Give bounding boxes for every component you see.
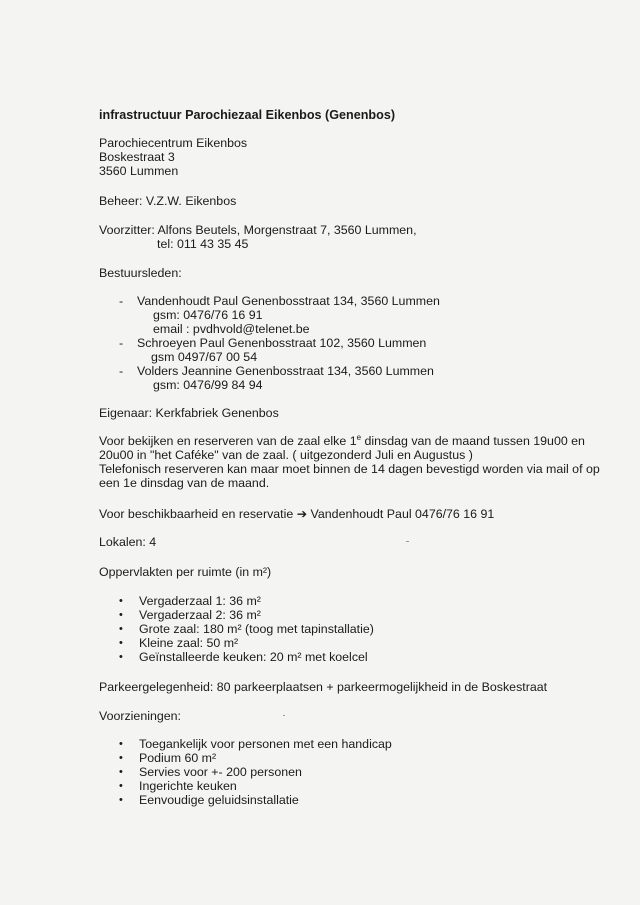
oppervlakte-item: Grote zaal: 180 m² (toog met tapinstallatie) (139, 622, 374, 636)
parkeer-line: Parkeergelegenheid: 80 parkeerplaatsen + parkeermogelijkheid in de Boskestraat (99, 680, 548, 694)
voorziening-item: Toegankelijk voor personen met een handicap (139, 737, 392, 751)
member-1-email: email : pvdhvold@telenet.be (153, 322, 310, 336)
bullet-icon: • (119, 752, 123, 764)
bullet-icon: • (119, 780, 123, 792)
scan-speck (406, 541, 409, 542)
list-dash: - (119, 336, 124, 350)
bekijken-line-3: Telefonisch reserveren kan maar moet binnen de 14 dagen bevestigd worden via mail of op (99, 462, 600, 476)
bullet-icon: • (119, 637, 123, 649)
bullet-icon: • (119, 623, 123, 635)
scan-speck (283, 715, 285, 716)
bullet-icon: • (119, 609, 123, 621)
voorziening-item: Ingerichte keuken (139, 779, 237, 793)
eigenaar-line: Eigenaar: Kerkfabriek Genenbos (99, 406, 279, 420)
bestuursleden-heading: Bestuursleden: (99, 266, 182, 280)
oppervlakten-heading: Oppervlakten per ruimte (in m²) (99, 565, 272, 579)
bullet-icon: • (119, 738, 123, 750)
oppervlakte-item: Vergaderzaal 2: 36 m² (139, 608, 261, 622)
oppervlakte-item: Geïnstalleerde keuken: 20 m² met koelcel (139, 650, 368, 664)
bekijken-line-1: Voor bekijken en reserveren van de zaal elke 1e dinsdag van de maand tussen 19u00 en (99, 432, 585, 448)
beschikbaarheid-line: Voor beschikbaarheid en reservatie ➔ Vandenhoudt Paul 0476/76 16 91 (99, 507, 495, 521)
member-1-line: Vandenhoudt Paul Genenbosstraat 134, 3560 Lummen (137, 294, 440, 308)
member-3-line: Volders Jeannine Genenbosstraat 134, 3560 Lummen (137, 364, 434, 378)
bekijken-line-2: 20u00 in "het Caféke" van de zaal. ( uitgezonderd Juli en Augustus ) (99, 448, 473, 462)
voorzitter-tel: tel: 011 43 35 45 (157, 237, 249, 251)
address-street: Boskestraat 3 (99, 150, 175, 164)
bullet-icon: • (119, 595, 123, 607)
bullet-icon: • (119, 766, 123, 778)
voorzieningen-heading: Voorzieningen: (99, 709, 181, 723)
address-city: 3560 Lummen (99, 164, 179, 178)
voorziening-item: Eenvoudige geluidsinstallatie (139, 793, 299, 807)
oppervlakte-item: Vergaderzaal 1: 36 m² (139, 594, 261, 608)
bullet-icon: • (119, 651, 123, 663)
arrow-icon: ➔ (296, 507, 308, 521)
beheer-line: Beheer: V.Z.W. Eikenbos (99, 194, 237, 208)
oppervlakte-item: Kleine zaal: 50 m² (139, 636, 239, 650)
member-2-gsm: gsm 0497/67 00 54 (151, 350, 258, 364)
voorzitter-line: Voorzitter: Alfons Beutels, Morgenstraat 7, 3560 Lummen, (99, 223, 417, 237)
address-name: Parochiecentrum Eikenbos (99, 136, 248, 150)
list-dash: - (119, 364, 124, 378)
voorziening-item: Podium 60 m² (139, 751, 217, 765)
lokalen-line: Lokalen: 4 (99, 535, 157, 549)
bullet-icon: • (119, 794, 123, 806)
member-3-gsm: gsm: 0476/99 84 94 (153, 378, 263, 392)
document-title: infrastructuur Parochiezaal Eikenbos (Genenbos) (99, 108, 396, 122)
bekijken-line-4: een 1e dinsdag van de maand. (99, 476, 270, 490)
list-dash: - (119, 294, 124, 308)
member-2-line: Schroeyen Paul Genenbosstraat 102, 3560 Lummen (137, 336, 427, 350)
member-1-gsm: gsm: 0476/76 16 91 (153, 308, 263, 322)
voorziening-item: Servies voor +- 200 personen (139, 765, 302, 779)
